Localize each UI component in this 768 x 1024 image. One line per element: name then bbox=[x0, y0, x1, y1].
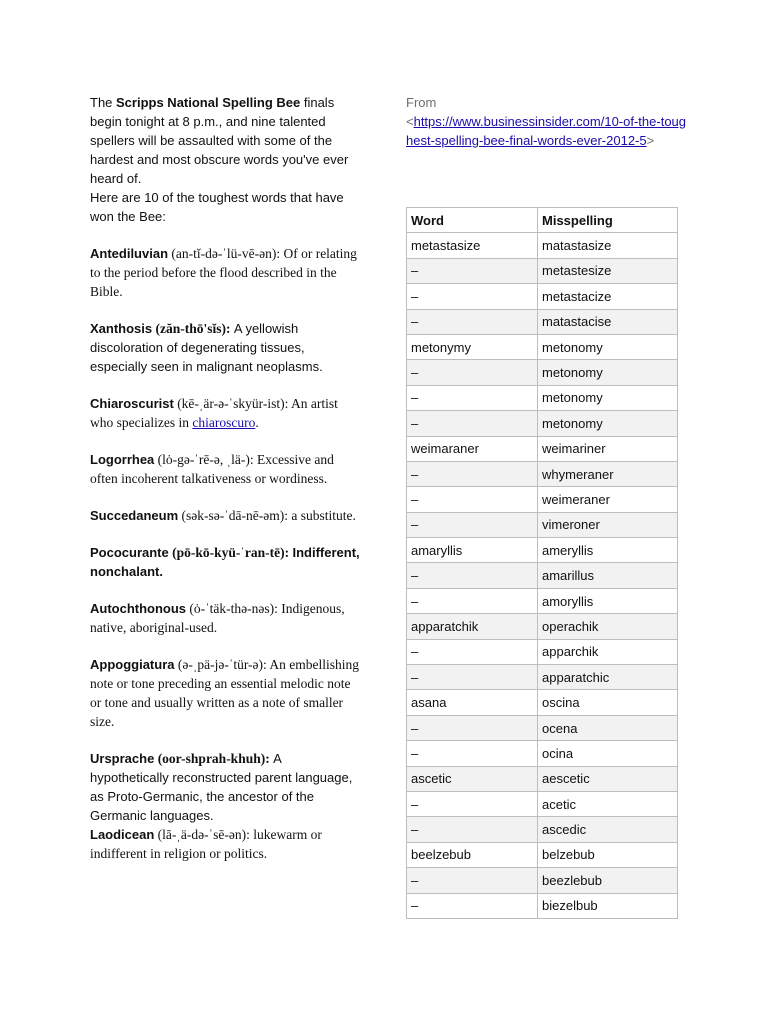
cell-misspelling: ameryllis bbox=[538, 538, 678, 563]
table-row bbox=[407, 360, 678, 385]
cell-word: – bbox=[407, 817, 538, 842]
misspelling-table bbox=[406, 207, 678, 919]
intro-text-rest: finals begin tonight at 8 p.m., and nine talented spellers will be assaulted with some of the hardest and most obscure words you've ever heard of. bbox=[90, 95, 349, 186]
entry-definition: A yellowish discoloration of degenerating tissues, especially seen in malignant neoplasms. bbox=[90, 321, 323, 374]
entry-antediluvian bbox=[90, 244, 362, 301]
table-row bbox=[407, 766, 678, 791]
cell-misspelling: metonomy bbox=[538, 385, 678, 410]
entry-definition: A hypothetically reconstructed parent language, as Proto-Germanic, the ancestor of the Germanic languages. bbox=[90, 751, 353, 823]
table-header-row bbox=[407, 208, 678, 233]
table-row bbox=[407, 639, 678, 664]
source-citation bbox=[406, 93, 686, 150]
cell-word: – bbox=[407, 487, 538, 512]
source-link[interactable]: https://www.businessinsider.com/10-of-the-toughest-spelling-bee-final-words-ever-2012-5 bbox=[406, 114, 687, 148]
entry-definition: An embellishing note or tone preceding an essential melodic note or tone and usually written as a note of smaller size. bbox=[90, 657, 360, 729]
cell-word: – bbox=[407, 665, 538, 690]
cell-word: ascetic bbox=[407, 766, 538, 791]
table-row bbox=[407, 715, 678, 740]
cell-misspelling: apparatchic bbox=[538, 665, 678, 690]
cell-word: – bbox=[407, 868, 538, 893]
entry-pronunciation: (an-tĭ-də-ˈlü-vē-ən): bbox=[168, 246, 284, 261]
cell-misspelling: aescetic bbox=[538, 766, 678, 791]
cell-misspelling: operachik bbox=[538, 614, 678, 639]
entry-word: Appoggiatura bbox=[90, 657, 175, 672]
table-row bbox=[407, 791, 678, 816]
cell-misspelling: oscina bbox=[538, 690, 678, 715]
cell-misspelling: amoryllis bbox=[538, 588, 678, 613]
cell-word: metonymy bbox=[407, 334, 538, 359]
cell-misspelling: apparchik bbox=[538, 639, 678, 664]
entry-xanthosis bbox=[90, 319, 362, 376]
entry-definition: lukewarm or indifferent in religion or politics. bbox=[90, 827, 322, 861]
close-bracket: > bbox=[646, 133, 655, 148]
table-body bbox=[407, 233, 678, 919]
entry-word: Logorrhea bbox=[90, 452, 155, 467]
table-row bbox=[407, 893, 678, 918]
cell-word: – bbox=[407, 512, 538, 537]
table-row bbox=[407, 258, 678, 283]
entry-ursprache bbox=[90, 749, 362, 825]
entry-pronunciation: (lā-ˌä-də-ˈsē-ən): bbox=[154, 827, 254, 842]
cell-word: – bbox=[407, 791, 538, 816]
cell-misspelling: acetic bbox=[538, 791, 678, 816]
table-row bbox=[407, 588, 678, 613]
entry-chiaroscurist bbox=[90, 394, 362, 432]
cell-misspelling: whymeraner bbox=[538, 461, 678, 486]
cell-misspelling: weimariner bbox=[538, 436, 678, 461]
table-row bbox=[407, 487, 678, 512]
entry-pococurante bbox=[90, 543, 362, 581]
entry-succedaneum bbox=[90, 506, 362, 525]
table-row bbox=[407, 817, 678, 842]
cell-misspelling: weimeraner bbox=[538, 487, 678, 512]
entry-word: Laodicean bbox=[90, 827, 155, 842]
cell-misspelling: matastasize bbox=[538, 233, 678, 258]
cell-misspelling: beezlebub bbox=[538, 868, 678, 893]
table-row bbox=[407, 868, 678, 893]
spelling-bee-name: Scripps National Spelling Bee bbox=[116, 95, 301, 110]
intro-paragraph bbox=[90, 93, 362, 226]
intro-text-start: The bbox=[90, 95, 117, 110]
entry-definition: Indifferent, nonchalant. bbox=[90, 545, 360, 579]
cell-word: metastasize bbox=[407, 233, 538, 258]
from-label: From bbox=[406, 95, 437, 110]
header-word: Word bbox=[407, 208, 538, 233]
cell-word: – bbox=[407, 715, 538, 740]
table-row bbox=[407, 690, 678, 715]
cell-misspelling: biezelbub bbox=[538, 893, 678, 918]
entry-definition: Of or relating to the period before the flood described in the Bible. bbox=[90, 246, 357, 299]
cell-word: asana bbox=[407, 690, 538, 715]
table-row bbox=[407, 385, 678, 410]
chiaroscuro-link[interactable]: chiaroscuro bbox=[192, 415, 256, 430]
entry-definition: Indigenous, native, aboriginal-used. bbox=[90, 601, 345, 635]
cell-misspelling: metonomy bbox=[538, 360, 678, 385]
entry-word: Xanthosis bbox=[90, 321, 153, 336]
table-row bbox=[407, 233, 678, 258]
header-misspelling: Misspelling bbox=[538, 208, 678, 233]
cell-word: – bbox=[407, 588, 538, 613]
table-row bbox=[407, 512, 678, 537]
cell-word: – bbox=[407, 563, 538, 588]
entry-pronunciation: (oor-shprah-khuh): bbox=[154, 751, 274, 766]
entry-pronunciation: (sək-sə-ˈdā-nē-əm): bbox=[178, 508, 292, 523]
entry-definition-end: . bbox=[255, 415, 259, 430]
entry-definition: Excessive and often incoherent talkativeness or wordiness. bbox=[90, 452, 334, 486]
table-row bbox=[407, 563, 678, 588]
entry-pronunciation: (lȯ-gə-ˈrē-ə, ˌlä-): bbox=[154, 452, 257, 467]
entry-word: Ursprache bbox=[90, 751, 155, 766]
table-row bbox=[407, 741, 678, 766]
cell-misspelling: matastacise bbox=[538, 309, 678, 334]
cell-word: – bbox=[407, 893, 538, 918]
table-row bbox=[407, 334, 678, 359]
cell-word: – bbox=[407, 360, 538, 385]
article-column bbox=[90, 93, 362, 863]
entry-appoggiatura bbox=[90, 655, 362, 731]
entry-pronunciation: (zăn-thō'sĭs): bbox=[152, 321, 234, 336]
cell-misspelling: ascedic bbox=[538, 817, 678, 842]
cell-word: – bbox=[407, 284, 538, 309]
table-row bbox=[407, 411, 678, 436]
cell-word: beelzebub bbox=[407, 842, 538, 867]
cell-word: apparatchik bbox=[407, 614, 538, 639]
cell-misspelling: ocina bbox=[538, 741, 678, 766]
cell-misspelling: metastesize bbox=[538, 258, 678, 283]
table-row bbox=[407, 538, 678, 563]
table-row bbox=[407, 614, 678, 639]
entry-logorrhea bbox=[90, 450, 362, 488]
cell-word: – bbox=[407, 258, 538, 283]
cell-word: – bbox=[407, 309, 538, 334]
cell-word: weimaraner bbox=[407, 436, 538, 461]
cell-word: – bbox=[407, 639, 538, 664]
entry-word: Autochthonous bbox=[90, 601, 187, 616]
intro-line-2: Here are 10 of the toughest words that have won the Bee: bbox=[90, 190, 344, 224]
table-row bbox=[407, 436, 678, 461]
entry-pronunciation: (ə-ˌpä-jə-ˈtür-ə): bbox=[174, 657, 270, 672]
cell-word: amaryllis bbox=[407, 538, 538, 563]
table-row bbox=[407, 309, 678, 334]
cell-word: – bbox=[407, 411, 538, 436]
entry-pronunciation: (ȯ-ˈtäk-thə-nəs): bbox=[186, 601, 282, 616]
cell-word: – bbox=[407, 461, 538, 486]
cell-misspelling: metastacize bbox=[538, 284, 678, 309]
cell-misspelling: amarillus bbox=[538, 563, 678, 588]
table-row bbox=[407, 284, 678, 309]
entry-definition: An artist who specializes in bbox=[90, 396, 338, 430]
entry-laodicean bbox=[90, 825, 362, 863]
entry-definition: a substitute. bbox=[291, 508, 356, 523]
cell-word: – bbox=[407, 741, 538, 766]
table-row bbox=[407, 842, 678, 867]
entry-pronunciation: (kē-ˌär-ə-ˈskyür-ist): bbox=[173, 396, 291, 411]
entry-word: Antediluvian bbox=[90, 246, 169, 261]
cell-misspelling: belzebub bbox=[538, 842, 678, 867]
entry-pronunciation: (pō-kō-kyü-ˈran-tē): bbox=[168, 545, 293, 560]
entry-word: Succedaneum bbox=[90, 508, 179, 523]
open-bracket: < bbox=[406, 114, 414, 129]
entry-autochthonous bbox=[90, 599, 362, 637]
cell-misspelling: ocena bbox=[538, 715, 678, 740]
cell-misspelling: vimeroner bbox=[538, 512, 678, 537]
entry-word: Pococurante bbox=[90, 545, 169, 560]
table-row bbox=[407, 461, 678, 486]
entry-word: Chiaroscurist bbox=[90, 396, 174, 411]
cell-misspelling: metonomy bbox=[538, 411, 678, 436]
table-row bbox=[407, 665, 678, 690]
cell-word: – bbox=[407, 385, 538, 410]
cell-misspelling: metonomy bbox=[538, 334, 678, 359]
